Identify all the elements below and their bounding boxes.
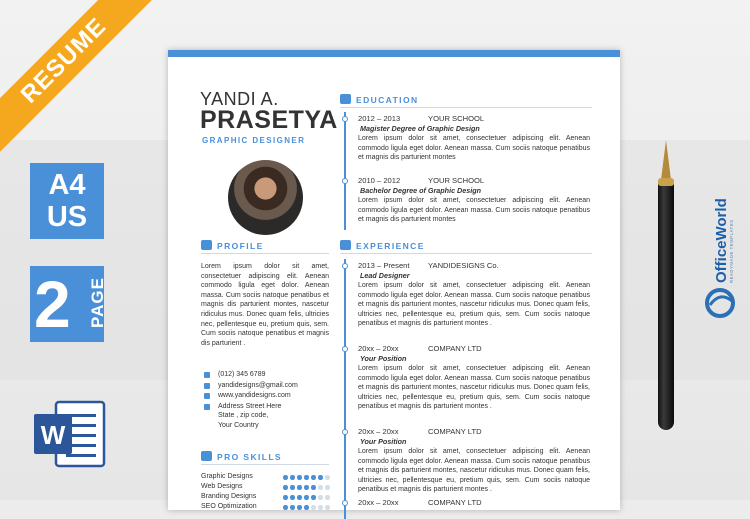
link-icon xyxy=(204,393,210,399)
contact-phone: (012) 345 6789 xyxy=(204,370,334,380)
education-rule xyxy=(340,107,592,108)
format-a4: A4 xyxy=(48,169,86,201)
education-timeline xyxy=(344,112,346,230)
exp-company: COMPANY LTD xyxy=(428,344,482,353)
edu-years: 2012 – 2013 xyxy=(358,114,401,123)
skill-dot xyxy=(318,505,323,510)
skills-rule xyxy=(201,464,329,465)
contact-website: www.yandidesigns.com xyxy=(204,391,334,401)
skill-dot xyxy=(297,495,302,500)
exp-company: COMPANY LTD xyxy=(428,427,482,436)
skill-dot xyxy=(311,485,316,490)
paper-format-badge xyxy=(30,163,104,239)
timeline-dot xyxy=(342,263,348,269)
skill-dot xyxy=(318,475,323,480)
skill-row xyxy=(201,472,336,482)
edu-years: 2010 – 2012 xyxy=(358,176,401,185)
exp-years: 20xx – 20xx xyxy=(358,427,399,436)
word-icon xyxy=(34,400,106,468)
brand-tagline: READYMADE TEMPLATES xyxy=(729,219,734,283)
exp-desc: Lorem ipsum dolor sit amet, consectetuer adipiscing elit. Aenean commodo ligula eget dolor. Aenean massa. Cum sociis natoque penatibus et magnis dis parturient montes, nascetur ridiculus mus. Donec quam felis, ultricies nec, pellentesque eu, pretium quis, sem. Cum sociis natoque penatibus et magnis dis parturient montes . xyxy=(358,365,590,411)
email-icon xyxy=(204,383,210,389)
exp-years: 2013 – Present xyxy=(358,261,410,270)
profile-photo xyxy=(228,160,303,235)
ribbon-label: RESUME xyxy=(0,0,155,152)
edu-degree: Magister Degree of Graphic Design xyxy=(360,124,480,133)
profile-text: Lorem ipsum dolor sit amet, consectetuer adipiscing elit. Aenean commodo ligula eget dolor. Aenean massa. Cum sociis natoque penatibus et magnis dis parturient montes, nascetur ridiculus mus. Donec quam felis, ultricies nec, pellentesque eu, pretium quis, sem. Cum sociis natoque penatibus et magnis dis parturient . xyxy=(201,263,329,347)
officeworld-logo xyxy=(702,183,738,323)
skill-dot xyxy=(290,485,295,490)
skill-dot xyxy=(304,475,309,480)
skill-dot xyxy=(325,495,330,500)
skill-dot xyxy=(318,495,323,500)
format-us: US xyxy=(46,201,88,233)
timeline-dot xyxy=(342,116,348,122)
skill-dot xyxy=(318,485,323,490)
skill-name: SEO Optimization xyxy=(201,503,257,510)
exp-role: Your Position xyxy=(360,437,407,446)
profile-rule xyxy=(201,253,329,254)
exp-years: 20xx – 20xx xyxy=(358,344,399,353)
experience-entry xyxy=(358,497,590,508)
skill-name: Web Designs xyxy=(201,483,243,490)
skill-dot xyxy=(311,495,316,500)
first-name: YANDI A. xyxy=(200,89,279,109)
timeline-dot xyxy=(342,346,348,352)
job-title: GRAPHIC DESIGNER xyxy=(202,136,306,145)
resume-page xyxy=(168,50,620,510)
page-count-label: PAGE xyxy=(88,277,107,328)
skill-dot xyxy=(297,475,302,480)
page-count-number: 2 xyxy=(34,267,71,341)
skill-level-dots xyxy=(283,505,332,515)
skill-dot xyxy=(290,495,295,500)
skill-dot xyxy=(311,505,316,510)
contact-address-line2: State , zip code, xyxy=(218,412,269,419)
experience-timeline xyxy=(344,259,346,519)
experience-entry xyxy=(358,426,590,495)
skill-dot xyxy=(325,485,330,490)
skill-dot xyxy=(283,475,288,480)
skill-dot xyxy=(290,505,295,510)
word-letter: W xyxy=(40,420,66,450)
brand-name: OfficeWorld xyxy=(713,198,730,283)
timeline-dot xyxy=(342,429,348,435)
skill-dot xyxy=(283,505,288,510)
exp-company: COMPANY LTD xyxy=(428,498,482,507)
exp-role: Your Position xyxy=(360,354,407,363)
location-icon xyxy=(204,404,210,410)
contact-email: yandidesigns@gmail.com xyxy=(204,381,334,391)
exp-company: YANDIDESIGNS Co. xyxy=(428,261,499,270)
page-count-badge xyxy=(30,266,107,342)
skill-dot xyxy=(304,485,309,490)
exp-years: 20xx – 20xx xyxy=(358,498,399,507)
fountain-pen xyxy=(658,178,674,430)
skill-dot xyxy=(325,505,330,510)
skill-dot xyxy=(304,495,309,500)
skill-name: Branding Designs xyxy=(201,493,257,500)
education-entry xyxy=(358,175,590,225)
profile-heading: PROFILE xyxy=(201,240,264,251)
skill-dot xyxy=(297,505,302,510)
skill-dot xyxy=(283,485,288,490)
skills-heading: PRO SKILLS xyxy=(201,451,282,462)
exp-role: Lead Designer xyxy=(360,271,410,280)
skill-dot xyxy=(290,475,295,480)
pen-ring xyxy=(658,178,674,186)
contact-address-line3: Your Country xyxy=(218,421,259,429)
graduation-cap-icon xyxy=(340,94,351,104)
skill-dot xyxy=(283,495,288,500)
contact-address: Address Street Here xyxy=(204,402,334,412)
skill-dot xyxy=(297,485,302,490)
timeline-dot xyxy=(342,500,348,506)
edu-school: YOUR SCHOOL xyxy=(428,114,485,123)
edu-degree: Bachelor Degree of Graphic Design xyxy=(360,186,482,195)
contact-block xyxy=(204,370,334,430)
exp-desc: Lorem ipsum dolor sit amet, consectetuer adipiscing elit. Aenean commodo ligula eget dolor. Aenean massa. Cum sociis natoque penatibus et magnis dis parturient montes, nascetur ridiculus mus. Donec quam felis, ultricies nec, pellentesque eu, pretium quis, sem. Cum sociis natoque penatibus et magnis dis parturient montes . xyxy=(358,282,590,328)
skill-dot xyxy=(311,475,316,480)
edu-school: YOUR SCHOOL xyxy=(428,176,485,185)
skill-name: Graphic Designs xyxy=(201,473,253,480)
experience-entry xyxy=(358,260,590,329)
education-entry xyxy=(358,113,590,163)
briefcase-icon xyxy=(340,240,351,250)
skill-dot xyxy=(325,475,330,480)
experience-entry xyxy=(358,343,590,412)
monitor-icon xyxy=(201,451,212,461)
education-heading: EDUCATION xyxy=(340,94,419,105)
skill-row xyxy=(201,482,336,492)
person-icon xyxy=(201,240,212,250)
last-name: PRASETYA xyxy=(200,106,338,134)
corner-ribbon xyxy=(0,0,160,160)
experience-heading: EXPERIENCE xyxy=(340,240,425,251)
phone-icon xyxy=(204,372,210,378)
skill-dot xyxy=(304,505,309,510)
skills-list xyxy=(201,472,336,512)
edu-desc: Lorem ipsum dolor sit amet, consectetuer adipiscing elit. Aenean commodo ligula eget dolor. Aenean massa. Cum sociis natoque penatibus et magnis dis parturient montes xyxy=(358,197,590,224)
skill-row xyxy=(201,502,336,512)
edu-desc: Lorem ipsum dolor sit amet, consectetuer adipiscing elit. Aenean commodo ligula eget dolor. Aenean massa. Cum sociis natoque penatibus et magnis dis parturient montes xyxy=(358,135,590,162)
experience-rule xyxy=(340,253,592,254)
pen-nib xyxy=(661,140,671,180)
timeline-dot xyxy=(342,178,348,184)
skill-row xyxy=(201,492,336,502)
exp-desc: Lorem ipsum dolor sit amet, consectetuer adipiscing elit. Aenean commodo ligula eget dolor. Aenean massa. Cum sociis natoque penatibus et magnis dis parturient montes, nascetur ridiculus mus. Donec quam felis, ultricies nec, pellentesque eu, pretium quis, sem. Cum sociis natoque penatibus et magnis dis parturient montes . xyxy=(358,448,590,494)
